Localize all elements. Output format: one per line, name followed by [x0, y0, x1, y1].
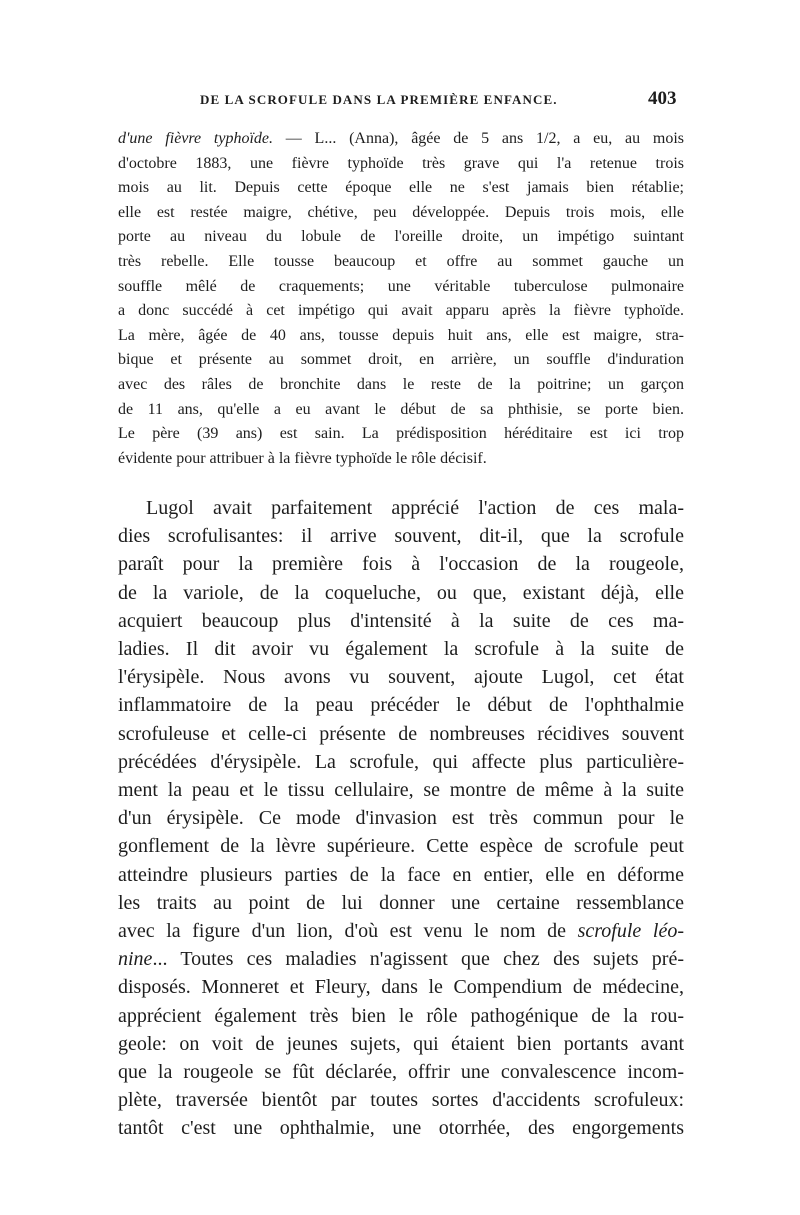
- body-line-text: ... Toutes ces maladies n'agissent que chez des sujets pré-: [152, 948, 684, 971]
- body-line: gonflement de la lèvre supérieure. Cette espèce de scrofule peut: [118, 835, 684, 858]
- body-line: d'un érysipèle. Ce mode d'invasion est très commun pour le: [118, 807, 684, 830]
- body-line: plète, traversée bientôt par toutes sortes d'accidents scrofuleux:: [118, 1089, 684, 1112]
- body-line: atteindre plusieurs parties de la face en entier, elle en déforme: [118, 863, 684, 886]
- note-line: bique et présente au sommet droit, en arrière, un souffle d'induration: [118, 351, 684, 369]
- page-number: 403: [648, 88, 677, 109]
- note-line: de 11 ans, qu'elle a eu avant le début de sa phthisie, se porte bien.: [118, 400, 684, 418]
- body-line: [118, 917, 684, 945]
- body-line: inflammatoire de la peau précéder le début de l'ophthalmie: [118, 694, 684, 717]
- body-lines-b: [118, 973, 684, 1142]
- note-line: porte au niveau du lobule de l'oreille droite, un impétigo suintant: [118, 228, 684, 246]
- note-lead-italic: d'une fièvre typhoïde.: [118, 130, 273, 147]
- body-line: tantôt c'est une ophthalmie, une otorrhée, des engorgements: [118, 1117, 684, 1140]
- body-italic-term: nine: [118, 948, 153, 971]
- body-line: apprécient également très bien le rôle pathogénique de la rou-: [118, 1004, 684, 1027]
- body-line: ment la peau et le tissu cellulaire, se montre de même à la suite: [118, 779, 684, 802]
- body-italic-term: scrofule léo-: [577, 920, 684, 943]
- body-line: dies scrofulisantes: il arrive souvent, dit-il, que la scrofule: [118, 525, 684, 548]
- body-lines-a: [118, 494, 684, 917]
- body-line: que la rougeole se fût déclarée, offrir une convalescence incom-: [118, 1061, 684, 1084]
- note-line: [118, 127, 684, 152]
- body-paragraph: [118, 494, 684, 1143]
- body-line: l'érysipèle. Nous avons vu souvent, ajoute Lugol, cet état: [118, 666, 684, 689]
- body-line: les traits au point de lui donner une certaine ressemblance: [118, 891, 684, 914]
- body-line: Lugol avait parfaitement apprécié l'action de ces mala-: [146, 497, 684, 519]
- body-line: scrofuleuse et celle-ci présente de nombreuses récidives souvent: [118, 722, 684, 745]
- note-line: avec des râles de bronchite dans le reste de la poitrine; un garçon: [118, 375, 684, 393]
- body-line: geole: on voit de jeunes sujets, qui étaient bien portants avant: [118, 1032, 684, 1055]
- note-line: Le père (39 ans) est sain. La prédisposition héréditaire est ici trop: [118, 425, 684, 443]
- note-line: mois au lit. Depuis cette époque elle ne s'est jamais bien rétablie;: [118, 179, 684, 197]
- note-line: souffle mêlé de craquements; une véritable tuberculose pulmonaire: [118, 277, 684, 295]
- note-line: elle est restée maigre, chétive, peu développée. Depuis trois mois, elle: [118, 203, 684, 221]
- note-line: très rebelle. Elle tousse beaucoup et offre au sommet gauche un: [118, 252, 684, 270]
- body-line: précédées d'érysipèle. La scrofule, qui affecte plus particulière-: [118, 750, 684, 773]
- body-line-text: avec la figure d'un lion, d'où est venu le nom de: [118, 920, 578, 943]
- body-line: acquiert beaucoup plus d'intensité à la suite de ces ma-: [118, 609, 684, 632]
- note-line: d'octobre 1883, une fièvre typhoïde très grave qui l'a retenue trois: [118, 154, 684, 172]
- note-line: a donc succédé à cet impétigo qui avait apparu après la fièvre typhoïde.: [118, 302, 684, 320]
- note-line: La mère, âgée de 40 ans, tousse depuis huit ans, elle est maigre, stra-: [118, 326, 684, 344]
- body-line: de la variole, de la coqueluche, ou que, existant déjà, elle: [118, 581, 684, 604]
- body-line: ladies. Il dit avoir vu également la scrofule à la suite de: [118, 638, 684, 661]
- body-line: [118, 945, 684, 973]
- running-title: DE LA SCROFULE DANS LA PREMIÈRE ENFANCE.: [200, 92, 558, 107]
- footnote-case-paragraph: [118, 127, 684, 471]
- note-line: évidente pour attribuer à la fièvre typhoïde le rôle décisif.: [118, 449, 487, 467]
- body-line: disposés. Monneret et Fleury, dans le Compendium de médecine,: [118, 976, 684, 999]
- body-line: paraît pour la première fois à l'occasion de la rougeole,: [118, 553, 684, 576]
- note-lead-text: — L... (Anna), âgée de 5 ans 1/2, a eu, au mois: [273, 130, 684, 147]
